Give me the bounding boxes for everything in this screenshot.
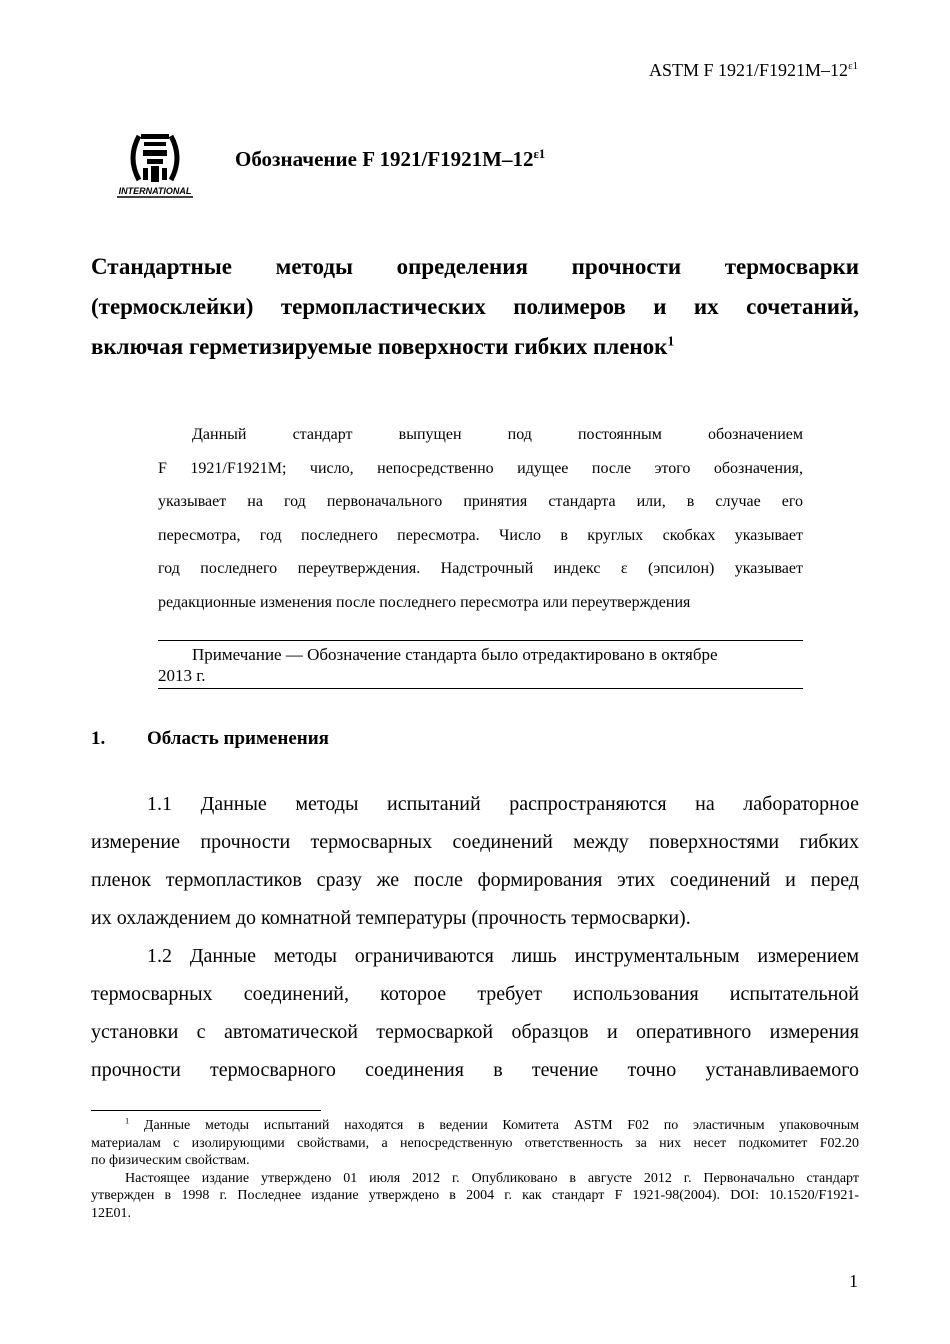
header-designation: ASTM F $1921/F1921M-12^{\varepsilon 1}$ <box>649 60 858 80</box>
paragraph-line: их охлаждением до комнатной температуры (прочность термосварки). <box>91 907 691 929</box>
page-number: 1 <box>849 1271 858 1291</box>
footnote-line: Настоящее издание утверждено 01 июля 2012 г. Опубликовано в августе 2012 г. Первоначально стандарт <box>125 1170 859 1186</box>
note-line: 2013 г. <box>158 666 206 685</box>
notice-line: Данный стандарт выпущен под постоянным обозначением <box>192 426 803 443</box>
note-line: Примечание — Обозначение стандарта было отредактировано в октябре <box>192 645 718 664</box>
astm-logo <box>113 128 197 200</box>
document-title <box>91 247 859 367</box>
title-line: (термосклейки) термопластических полимеров и их сочетаний, <box>91 294 859 319</box>
paragraph-line: 1.2 Данные методы ограничиваются лишь инструментальным измерением <box>147 945 859 967</box>
footnote-line: $^1$ Данные методы испытаний находятся в ведении Комитета ASTM F02 по эластичным упаковочным <box>125 1116 859 1133</box>
section-heading <box>91 728 329 750</box>
footnote-line: 12E01. <box>91 1205 132 1221</box>
title-line: включая герметизируемые поверхности гибких пленок$^1$ <box>91 333 675 359</box>
notice-line: F 1921/F1921M; число, непосредственно идущее после этого обозначения, <box>158 459 803 477</box>
footnotes <box>91 1117 859 1222</box>
footnote-separator <box>91 1110 321 1111</box>
title-footnote-ref: 1 <box>667 333 675 349</box>
footnote-line: материалам с изолирующими свойствами, а непосредственную ответственность за них несет подкомитет F02.20 <box>91 1135 859 1151</box>
section-title: Область применения <box>147 728 329 749</box>
notice-line: пересмотра, год последнего пересмотра. Число в круглых скобках указывает <box>158 526 803 544</box>
paragraph-line: термосварных соединений, которое требует использования испытательной <box>91 983 859 1005</box>
notice-line: указывает на год первоначального принятия стандарта или, в случае его <box>158 493 803 510</box>
astm-international-logo-icon <box>113 128 197 200</box>
title-line: Стандартные методы определения прочности термосварки <box>91 254 859 279</box>
footnote-line: утвержден в 1998 г. Последнее издание утверждено в 2004 г. как стандарт F 1921-98(2004). DOI: 10.1520/F1921- <box>91 1188 859 1203</box>
paragraph-line: измерение прочности термосварных соединений между поверхностями гибких <box>91 831 859 853</box>
document-designation: Обозначение F $1921/F1921M-12^{\varepsilon 1}$ <box>235 147 546 171</box>
notice-line: год последнего переутверждения. Надстрочный индекс ε (эпсилон) указывает <box>158 560 803 577</box>
paragraph-line: пленок термопластиков сразу же после формирования этих соединений и перед <box>91 869 859 891</box>
logo-caption: INTERNATIONAL <box>118 186 192 196</box>
footnote-line: по физическим свойствам. <box>91 1153 250 1168</box>
paragraph-line: прочности термосварного соединения в течение точно устанавливаемого <box>91 1059 859 1081</box>
notice-line: редакционные изменения после последнего пересмотра или переутверждения <box>158 593 691 611</box>
standard-notice <box>158 418 803 619</box>
section-number: 1. <box>91 728 106 749</box>
footnote-marker: 1 <box>125 1116 130 1126</box>
paragraph-line: 1.1 Данные методы испытаний распространяются на лабораторное <box>147 793 859 815</box>
paragraph-line: установки с автоматической термосваркой образцов и оперативного измерения <box>91 1021 859 1043</box>
editorial-note <box>158 640 803 689</box>
section-body <box>91 785 859 1089</box>
